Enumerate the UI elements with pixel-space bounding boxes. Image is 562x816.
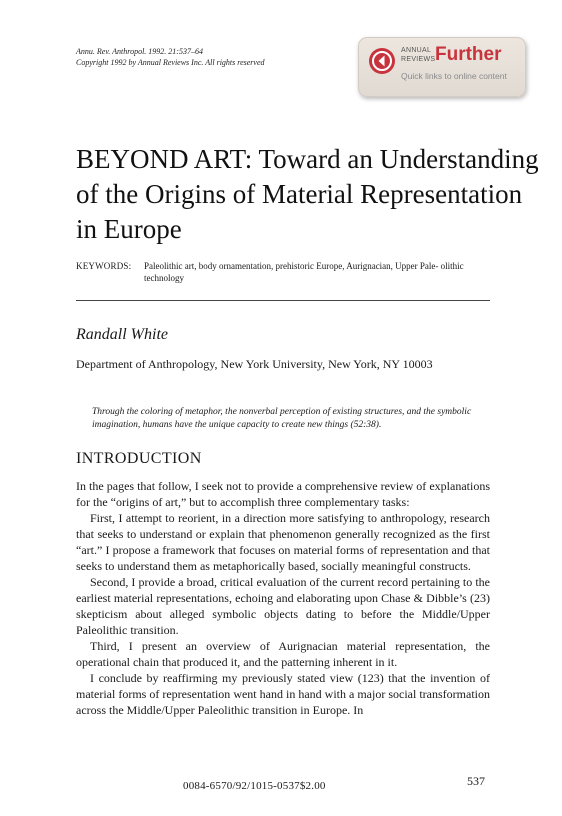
epigraph: Through the coloring of metaphor, the nonverbal perception of existing structures, and the symbolic imagination, humans have the unique capacity to create new things (52:38). — [92, 407, 472, 430]
paragraph: First, I attempt to reorient, in a direction more satisfying to anthropology, research that seeks to understand or explain that phenomenon generally recognized as the first “art.” I propose a framework that focuses on material forms of representation and that seeks to understand them as metaphorically based, socially meaningful constructs. — [76, 511, 490, 573]
badge-subtitle: Quick links to online content — [401, 71, 507, 81]
journal-citation: Annu. Rev. Anthropol. 1992. 21:537–64 — [76, 47, 203, 56]
paragraph: I conclude by reaffirming my previously stated view (123) that the invention of material forms of representation went hand in hand with a major social transformation across the Middle/Upper Paleolithic transition in Europe. In — [76, 671, 490, 717]
paragraph: Third, I present an overview of Aurignacian material representation, the operational chain that produced it, and the patterning inherent in it. — [76, 639, 490, 669]
badge-reviews-label: REVIEWS — [401, 56, 436, 63]
annual-reviews-logo-icon — [369, 48, 395, 74]
copyright-notice: Copyright 1992 by Annual Reviews Inc. All rights reserved — [76, 58, 265, 67]
paragraph: Second, I provide a broad, critical evaluation of the current record pertaining to the earliest material representations, echoing and elaborating upon Chase & Dibble’s (23) skepticism about alleged symbolic objects dating to before the Middle/Upper Paleolithic transition. — [76, 575, 490, 637]
divider — [76, 300, 490, 301]
author-name: Randall White — [76, 326, 168, 343]
footer-code: 0084-6570/92/1015-0537$2.00 — [183, 780, 326, 792]
author-affiliation: Department of Anthropology, New York University, New York, NY 10003 — [76, 357, 433, 371]
paragraph: In the pages that follow, I seek not to provide a comprehensive review of explanations for the “origins of art,” but to accomplish three complementary tasks: — [76, 479, 490, 509]
keywords-label: KEYWORDS: — [76, 261, 132, 271]
keywords-block — [76, 260, 501, 284]
page-number: 537 — [467, 774, 485, 788]
article-header — [76, 46, 265, 68]
badge-further-label: Further — [435, 44, 502, 65]
keywords-text: Paleolithic art, body ornamentation, prehistoric Europe, Aurignacian, Upper Pale- olithic technology — [144, 261, 464, 283]
article-title: BEYOND ART: Toward an Understanding of the Origins of Material Representation in Europe — [76, 144, 539, 244]
body-text — [76, 478, 490, 718]
further-links-badge[interactable] — [358, 37, 526, 97]
badge-annual-label: ANNUAL — [401, 47, 432, 54]
section-heading: INTRODUCTION — [76, 450, 202, 467]
